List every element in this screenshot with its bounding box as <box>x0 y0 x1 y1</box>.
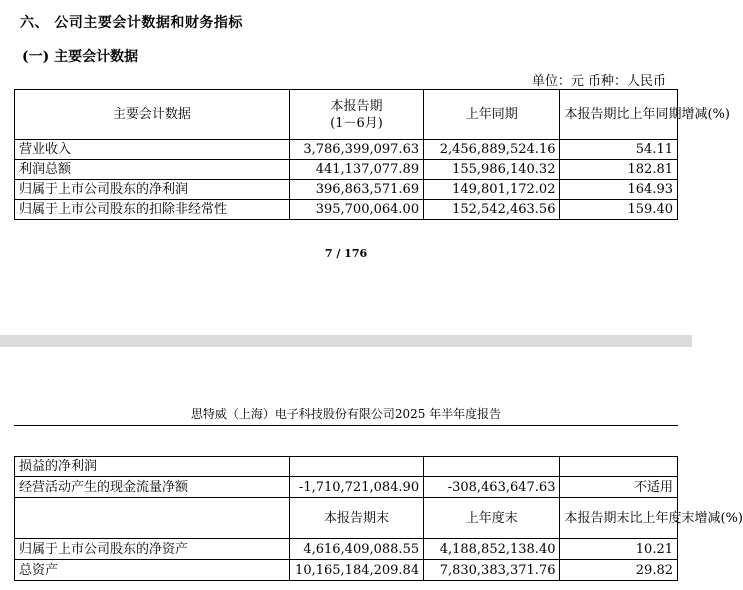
cell-current: 396,863,571.69 <box>289 180 423 200</box>
table-row <box>15 140 678 160</box>
cell-prior: 2,456,889,524.16 <box>424 140 560 160</box>
cell-change: 10.21 <box>560 539 678 560</box>
header-change-pct: 本报告期比上年同期增减(%) <box>560 90 678 140</box>
table-row <box>15 539 678 560</box>
row-label: 利润总额 <box>15 160 290 180</box>
unit-currency-line: 单位：元 币种：人民币 <box>531 74 666 89</box>
header-change-pct: 本报告期末比上年度末增减(%) <box>560 498 678 539</box>
row-label: 损益的净利润 <box>15 457 290 477</box>
cell-current: -1,710,721,084.90 <box>289 477 423 498</box>
table-row <box>15 200 678 220</box>
header-prior-period: 上年同期 <box>424 90 560 140</box>
table-row <box>15 477 678 498</box>
cell-current: 3,786,399,097.63 <box>289 140 423 160</box>
header-item: 主要会计数据 <box>15 90 290 140</box>
cell-prior: 155,986,140.32 <box>424 160 560 180</box>
cell-change: 54.11 <box>560 140 678 160</box>
row-label: 营业收入 <box>15 140 290 160</box>
cell-current: 395,700,064.00 <box>289 200 423 220</box>
running-header: 思特威（上海）电子科技股份有限公司2025 年半年度报告 <box>190 407 502 421</box>
cell-prior <box>424 457 560 477</box>
header-rule <box>14 425 678 426</box>
row-label: 经营活动产生的现金流量净额 <box>15 477 290 498</box>
cell-change: 182.81 <box>560 160 678 180</box>
cell-current <box>289 457 423 477</box>
cell-change: 不适用 <box>560 477 678 498</box>
cell-prior: 7,830,383,371.76 <box>424 560 560 581</box>
table-row <box>15 457 678 477</box>
row-label: 归属于上市公司股东的净资产 <box>15 539 290 560</box>
page-gap <box>0 335 692 347</box>
cell-change: 164.93 <box>560 180 678 200</box>
cell-prior: 4,188,852,138.40 <box>424 539 560 560</box>
cell-change: 29.82 <box>560 560 678 581</box>
section-title: 六、 公司主要会计数据和财务指标 <box>20 15 243 31</box>
header-prior-year-end: 上年度末 <box>424 498 560 539</box>
cell-current: 441,137,077.89 <box>289 160 423 180</box>
cell-prior: 149,801,172.02 <box>424 180 560 200</box>
table-row <box>15 180 678 200</box>
table-row <box>15 560 678 581</box>
table-header-row <box>15 498 678 539</box>
header-current-period: 本报告期 (1－6月) <box>289 90 423 140</box>
cell-prior: -308,463,647.63 <box>424 477 560 498</box>
page-number: 7 / 176 <box>324 247 368 260</box>
row-label: 归属于上市公司股东的扣除非经常性 <box>15 200 290 220</box>
header-period-end: 本报告期末 <box>289 498 423 539</box>
cell-current: 4,616,409,088.55 <box>289 539 423 560</box>
table-row <box>15 160 678 180</box>
header-item <box>15 498 290 539</box>
sub-title: (一) 主要会计数据 <box>22 49 139 65</box>
row-label: 总资产 <box>15 560 290 581</box>
cell-change: 159.40 <box>560 200 678 220</box>
row-label: 归属于上市公司股东的净利润 <box>15 180 290 200</box>
cell-change <box>560 457 678 477</box>
accounting-data-table-continued <box>14 456 743 581</box>
accounting-data-table <box>14 89 730 220</box>
cell-current: 10,165,184,209.84 <box>289 560 423 581</box>
table-header-row <box>15 90 678 140</box>
cell-prior: 152,542,463.56 <box>424 200 560 220</box>
